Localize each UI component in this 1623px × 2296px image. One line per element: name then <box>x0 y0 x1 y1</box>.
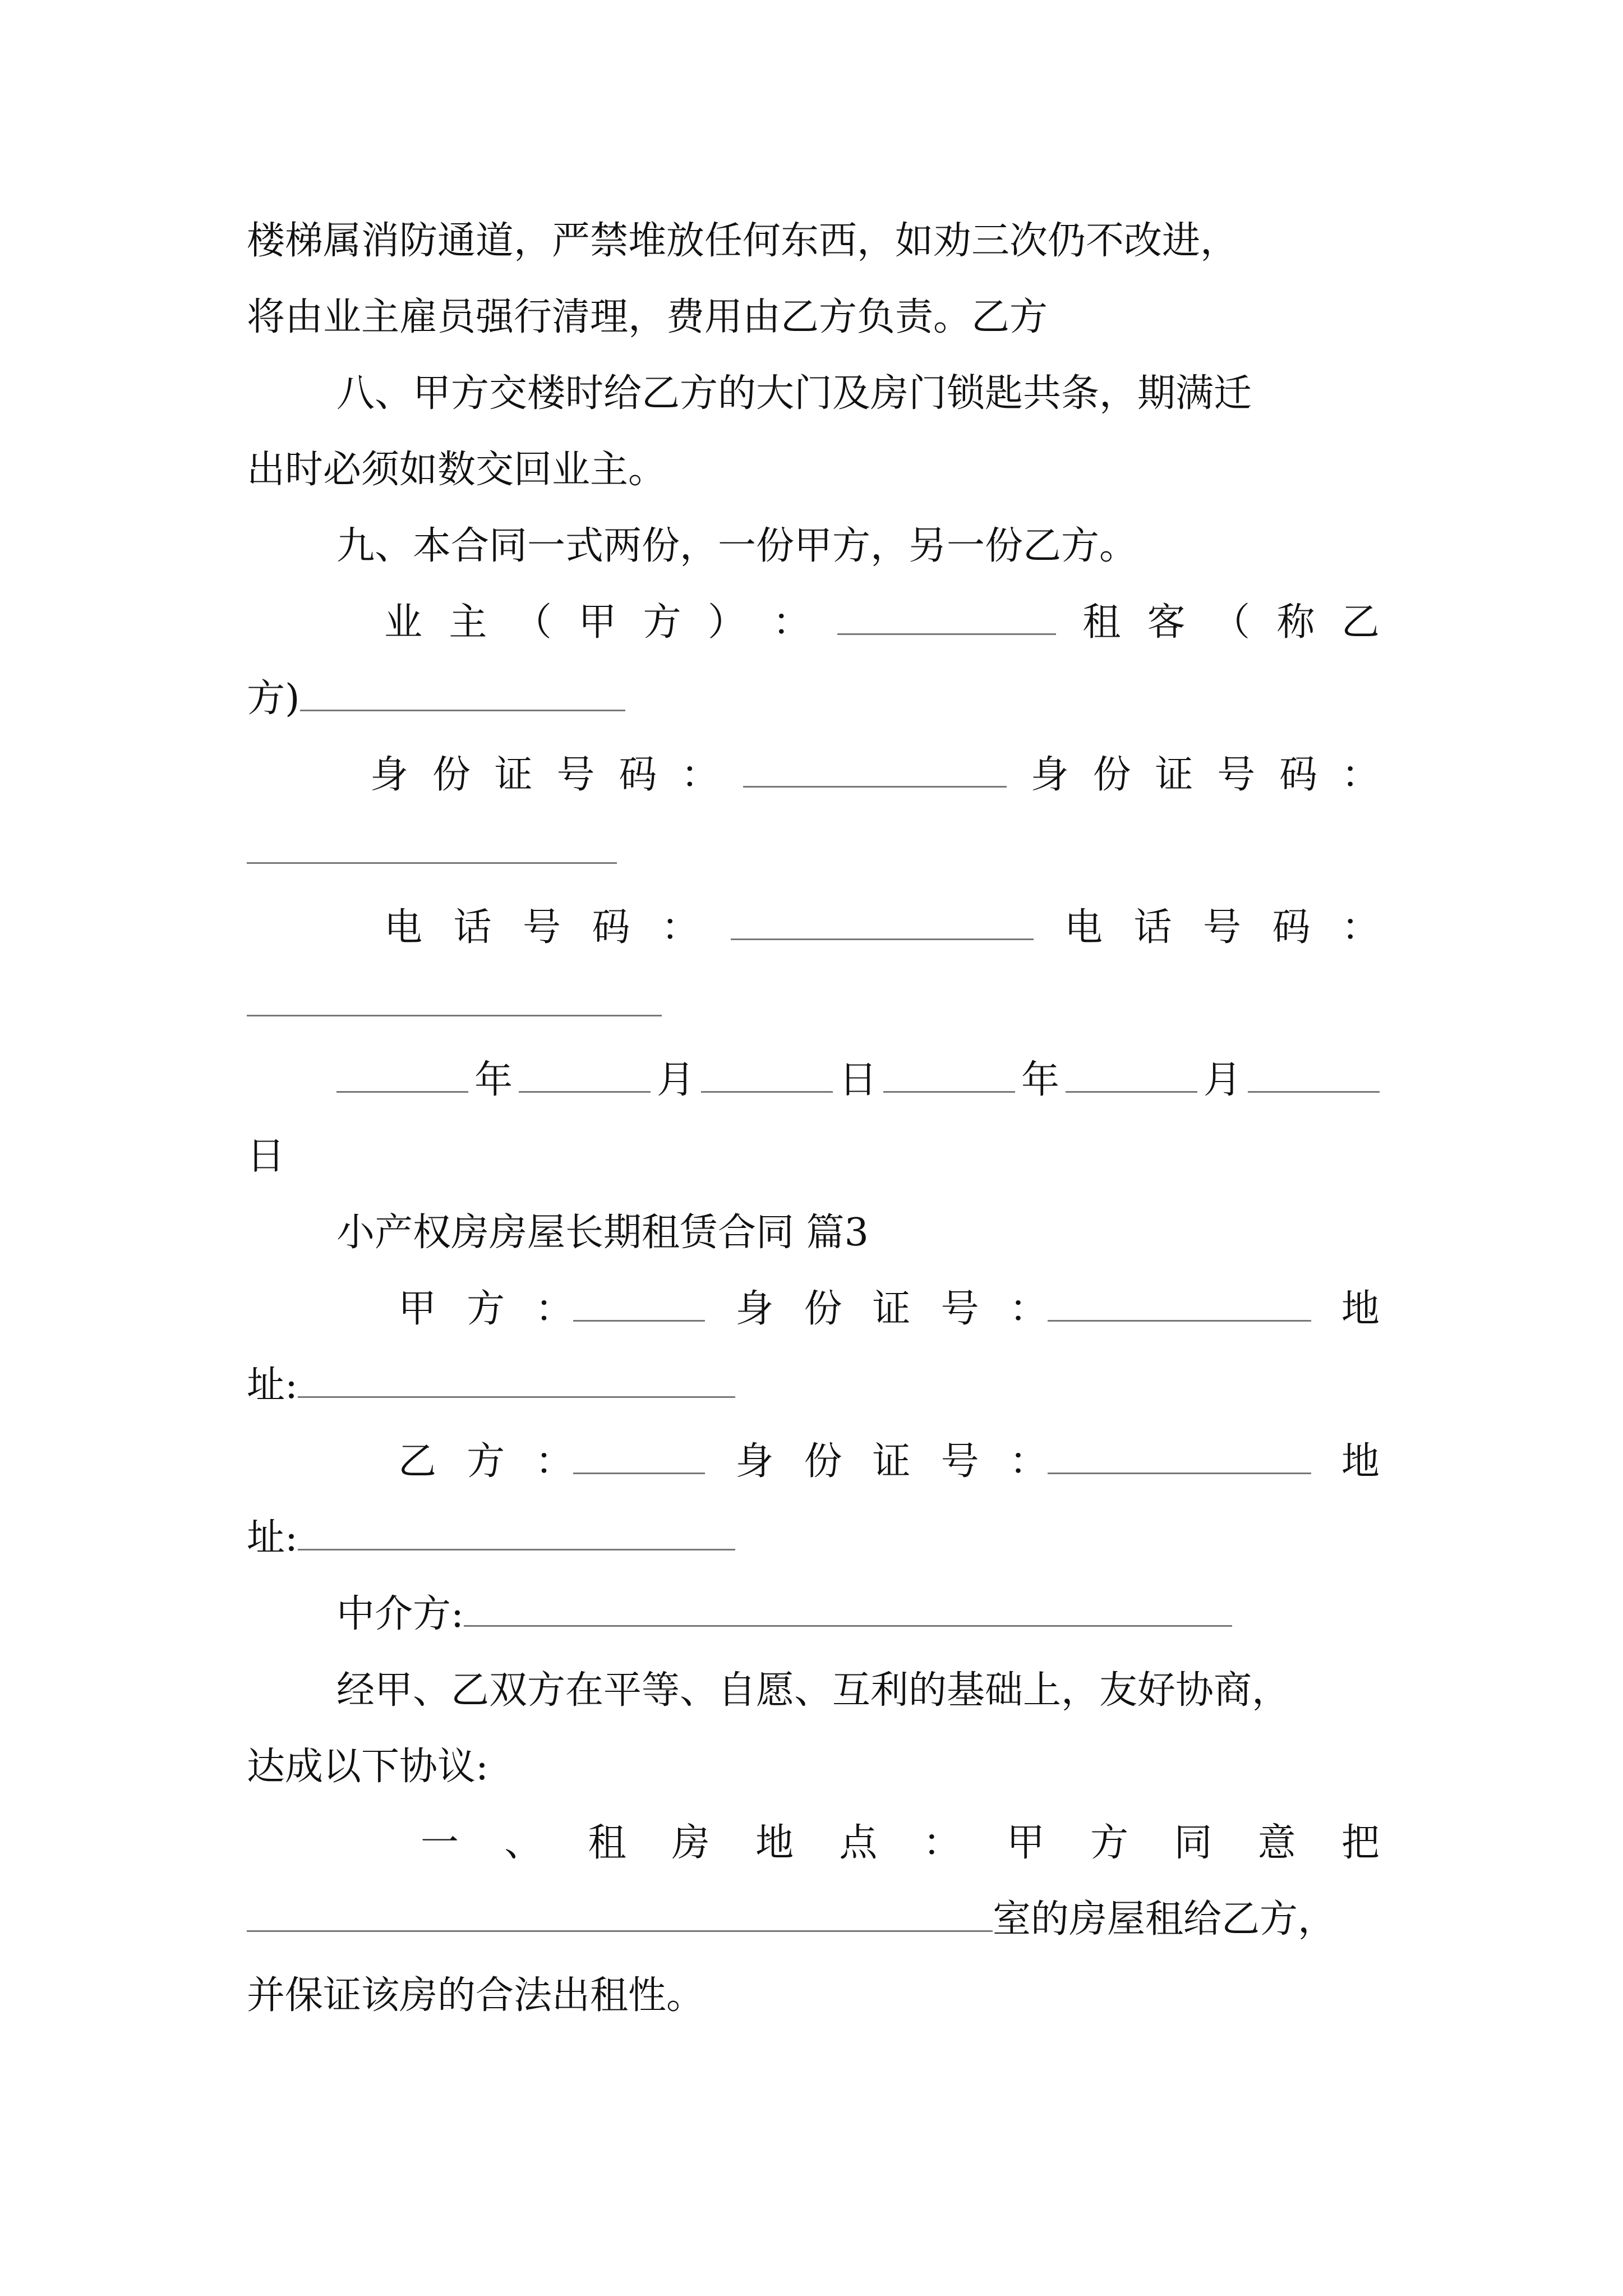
clause1-label-char: 房 <box>671 1821 710 1865</box>
clause1-label-char: ： <box>923 1821 961 1865</box>
address-label-end: 址: <box>247 1363 298 1407</box>
text-line: 八、甲方交楼时给乙方的大门及房门锁匙共条，期满迁 <box>336 371 1252 416</box>
phone-label-char: 电 <box>1064 905 1103 950</box>
id-no-label-char: 身 <box>735 1439 774 1484</box>
clause1-label-char: 甲 <box>1006 1821 1045 1865</box>
date-day: 日 <box>838 1058 877 1102</box>
tenant-id-line <box>247 825 617 878</box>
party-a-row <box>398 1282 1380 1336</box>
party-a-address-line <box>247 1359 735 1412</box>
intro-line: 达成以下协议: <box>247 1745 488 1789</box>
day-blank[interactable] <box>701 1056 833 1093</box>
intro-line: 经甲、乙双方在平等、自愿、互利的基础上，友好协商， <box>336 1668 1290 1713</box>
id-number-row <box>370 748 1380 802</box>
party-b-name-group <box>535 1435 705 1489</box>
rental-address-blank[interactable] <box>247 1895 993 1932</box>
owner-label-char: 业 <box>384 600 423 645</box>
id-no-label-char: 份 <box>804 1287 842 1331</box>
party-a-label-char: ： <box>535 1287 574 1331</box>
owner-label-char: 甲 <box>578 600 617 645</box>
owner-label-char: （ <box>513 600 552 645</box>
date-row <box>336 1053 1380 1107</box>
tenant-label-char: 称 <box>1276 600 1315 645</box>
id-label-char: 号 <box>556 753 595 797</box>
clause1-label-char: 把 <box>1341 1821 1380 1865</box>
clause1-line <box>247 1893 1336 1947</box>
section-heading: 小产权房房屋长期租赁合同 篇3 <box>336 1211 869 1255</box>
party-b-address-line <box>247 1511 735 1565</box>
date-month: 月 <box>1203 1058 1242 1102</box>
owner-label-char: ） <box>708 600 746 645</box>
tenant-label-char: 客 <box>1147 600 1186 645</box>
owner-label-char: ： <box>772 600 811 645</box>
signature-parties-row <box>384 596 1380 650</box>
id-no-label-char: 证 <box>872 1439 911 1484</box>
clause1-label-char: 同 <box>1174 1821 1212 1865</box>
party-b-row <box>398 1435 1380 1489</box>
phone-label-char: 码 <box>1272 905 1311 950</box>
id-label-char: 份 <box>432 753 471 797</box>
clause1-label-char: 意 <box>1257 1821 1296 1865</box>
clause1-text: 室的房屋租给乙方， <box>993 1897 1336 1941</box>
phone-label-char: 话 <box>453 905 492 950</box>
owner-label-char: 方 <box>643 600 681 645</box>
clause1-label-char: 方 <box>1090 1821 1129 1865</box>
id-no-label-char: ： <box>1009 1287 1048 1331</box>
party-a-id-blank[interactable] <box>1048 1285 1311 1322</box>
text-line: 楼梯属消防通道，严禁堆放任何东西，如劝三次仍不改进， <box>247 219 1239 263</box>
id-no-label-char: 证 <box>872 1287 911 1331</box>
party-a-label-char: 方 <box>467 1287 505 1331</box>
clause1-label-char: 地 <box>755 1821 794 1865</box>
clause1-label-char: 点 <box>839 1821 878 1865</box>
month-blank[interactable] <box>519 1056 651 1093</box>
phone-label-char: 号 <box>1202 905 1241 950</box>
owner-label-char: 主 <box>449 600 487 645</box>
phone-row <box>384 901 1380 955</box>
date-year: 年 <box>1021 1058 1059 1102</box>
phone-label-char: ： <box>661 905 700 950</box>
tenant-label-end: 方) <box>247 677 300 721</box>
id-no-label-char: 身 <box>735 1287 774 1331</box>
party-b-label-char: ： <box>535 1439 574 1484</box>
party-b-address-blank[interactable] <box>298 1514 735 1550</box>
party-a-label-char: 甲 <box>398 1287 437 1331</box>
party-a-address-blank[interactable] <box>298 1361 735 1398</box>
clause1-label-char: 一 <box>421 1821 459 1865</box>
year-blank[interactable] <box>336 1056 468 1093</box>
clause1-row <box>421 1816 1380 1870</box>
id-no-label-char: 份 <box>804 1439 842 1484</box>
id-label-char: 码 <box>1279 753 1318 797</box>
month-blank[interactable] <box>1066 1056 1197 1093</box>
tenant-label-char: （ <box>1212 600 1251 645</box>
tenant-label-line <box>247 672 625 726</box>
phone-label-char: ： <box>1341 905 1380 950</box>
id-label-char: ： <box>1341 753 1380 797</box>
address-label-start: 地 <box>1341 1287 1380 1331</box>
tenant-label-char: 乙 <box>1341 600 1380 645</box>
address-label-start: 地 <box>1341 1439 1380 1484</box>
tenant-phone-blank[interactable] <box>247 980 662 1016</box>
party-b-name-blank[interactable] <box>573 1438 705 1474</box>
day-blank[interactable] <box>1248 1056 1380 1093</box>
date-day: 日 <box>247 1134 285 1179</box>
tenant-id-blank[interactable] <box>247 827 617 864</box>
tenant-label-char: 租 <box>1082 600 1121 645</box>
phone-label-char: 码 <box>592 905 630 950</box>
text-line: 将由业主雇员强行清理，费用由乙方负责。乙方 <box>247 295 1048 339</box>
tenant-phone-line <box>247 977 662 1031</box>
agent-label: 中介方: <box>336 1592 464 1636</box>
owner-id-blank[interactable] <box>743 751 1007 788</box>
phone-label-char: 话 <box>1133 905 1172 950</box>
id-label-char: 号 <box>1217 753 1256 797</box>
agent-line <box>336 1588 1232 1641</box>
id-label-char: 身 <box>1030 753 1069 797</box>
id-label-char: 份 <box>1092 753 1131 797</box>
owner-blank[interactable] <box>837 599 1056 635</box>
party-b-id-group <box>1009 1435 1311 1489</box>
text-line: 九、本合同一式两份，一份甲方，另一份乙方。 <box>336 524 1138 568</box>
text-line: 出时必须如数交回业主。 <box>247 448 667 492</box>
phone-label-char: 电 <box>384 905 423 950</box>
year-blank[interactable] <box>883 1056 1015 1093</box>
tenant-blank[interactable] <box>300 675 625 711</box>
id-no-label-char: 号 <box>940 1439 979 1484</box>
id-label-char: 身 <box>370 753 409 797</box>
clause1-label-char: 租 <box>588 1821 626 1865</box>
id-label-char: 码 <box>619 753 657 797</box>
clause1-line: 并保证该房的合法出租性。 <box>247 1973 705 2018</box>
party-a-id-group <box>1009 1282 1311 1336</box>
date-month: 月 <box>656 1058 695 1102</box>
party-a-name-group <box>535 1282 705 1336</box>
id-label-char: 证 <box>494 753 533 797</box>
address-label-end: 址: <box>247 1516 298 1560</box>
id-label-char: 证 <box>1155 753 1193 797</box>
id-label-char: ： <box>681 753 720 797</box>
date-year: 年 <box>474 1058 513 1102</box>
party-b-label-char: 乙 <box>398 1439 437 1484</box>
id-no-label-char: ： <box>1009 1439 1048 1484</box>
owner-phone-blank[interactable] <box>731 904 1034 940</box>
party-b-label-char: 方 <box>467 1439 505 1484</box>
party-a-name-blank[interactable] <box>573 1285 705 1322</box>
phone-label-char: 号 <box>523 905 561 950</box>
agent-blank[interactable] <box>464 1590 1232 1627</box>
party-b-id-blank[interactable] <box>1048 1438 1311 1474</box>
clause1-label-char: 、 <box>504 1821 543 1865</box>
id-no-label-char: 号 <box>940 1287 979 1331</box>
